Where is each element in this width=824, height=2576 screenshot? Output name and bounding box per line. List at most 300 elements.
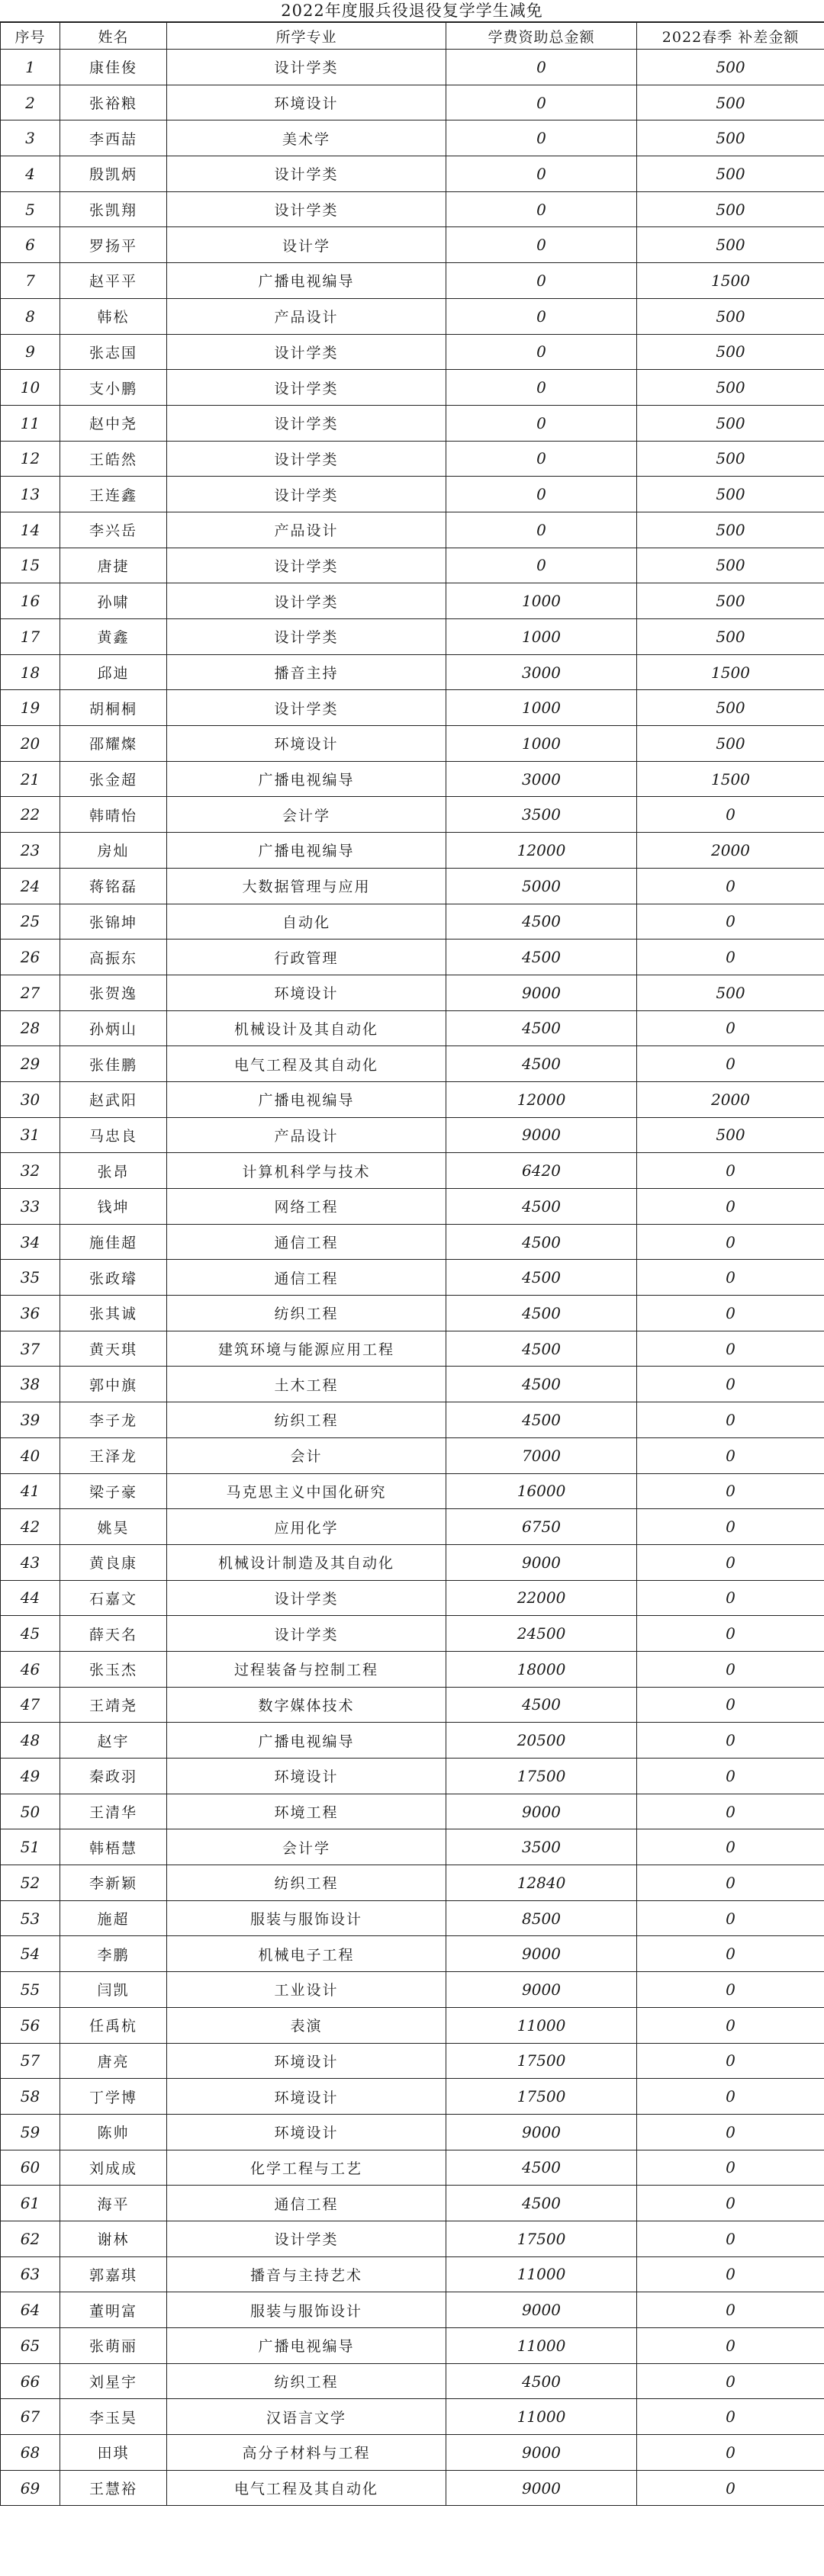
cell-supplement-amount: 500 — [637, 583, 824, 619]
cell-name: 房灿 — [60, 833, 167, 869]
cell-name: 黄天琪 — [60, 1331, 167, 1367]
table-body — [1, 50, 824, 2506]
cell-index: 41 — [1, 1473, 60, 1509]
cell-total-amount: 4500 — [446, 1296, 637, 1331]
table-row — [1, 868, 824, 904]
cell-major: 机械电子工程 — [167, 1936, 446, 1972]
cell-index: 9 — [1, 334, 60, 370]
cell-major: 通信工程 — [167, 1224, 446, 1260]
cell-name: 任禹杭 — [60, 2007, 167, 2043]
cell-index: 22 — [1, 797, 60, 833]
cell-name: 施超 — [60, 1900, 167, 1936]
cell-total-amount: 4500 — [446, 940, 637, 975]
cell-supplement-amount: 500 — [637, 1117, 824, 1153]
cell-supplement-amount: 0 — [637, 1616, 824, 1652]
cell-supplement-amount: 0 — [637, 1473, 824, 1509]
cell-name: 张贺逸 — [60, 975, 167, 1010]
cell-major: 纺织工程 — [167, 1865, 446, 1901]
cell-total-amount: 20500 — [446, 1723, 637, 1759]
cell-index: 17 — [1, 619, 60, 655]
cell-major: 广播电视编导 — [167, 263, 446, 299]
cell-supplement-amount: 0 — [637, 797, 824, 833]
cell-total-amount: 0 — [446, 548, 637, 583]
table-row — [1, 1829, 824, 1865]
cell-index: 6 — [1, 227, 60, 263]
cell-supplement-amount: 0 — [637, 2470, 824, 2506]
cell-supplement-amount: 0 — [637, 1224, 824, 1260]
cell-name: 胡桐桐 — [60, 690, 167, 726]
cell-index: 49 — [1, 1759, 60, 1794]
cell-index: 51 — [1, 1829, 60, 1865]
cell-index: 3 — [1, 120, 60, 156]
cell-supplement-amount: 500 — [637, 441, 824, 477]
cell-name: 邱迪 — [60, 654, 167, 690]
cell-name: 康佳俊 — [60, 50, 167, 85]
table-row — [1, 1865, 824, 1901]
cell-total-amount: 4500 — [446, 1260, 637, 1296]
cell-major: 服装与服饰设计 — [167, 1900, 446, 1936]
cell-supplement-amount: 0 — [637, 1936, 824, 1972]
cell-name: 罗扬平 — [60, 227, 167, 263]
cell-major: 设计学类 — [167, 619, 446, 655]
cell-major: 化学工程与工艺 — [167, 2150, 446, 2186]
cell-supplement-amount: 500 — [637, 619, 824, 655]
cell-total-amount: 9000 — [446, 1544, 637, 1580]
cell-total-amount: 6750 — [446, 1509, 637, 1545]
table-row — [1, 1616, 824, 1652]
cell-supplement-amount: 0 — [637, 1331, 824, 1367]
cell-supplement-amount: 0 — [637, 1723, 824, 1759]
cell-name: 张佳鹏 — [60, 1046, 167, 1082]
cell-total-amount: 4500 — [446, 1687, 637, 1723]
cell-supplement-amount: 0 — [637, 2292, 824, 2328]
cell-supplement-amount: 500 — [637, 975, 824, 1010]
table-row — [1, 2186, 824, 2221]
cell-major: 环境设计 — [167, 1759, 446, 1794]
cell-index: 31 — [1, 1117, 60, 1153]
cell-name: 王泽龙 — [60, 1437, 167, 1473]
cell-major: 数字媒体技术 — [167, 1687, 446, 1723]
cell-total-amount: 0 — [446, 50, 637, 85]
header-index: 序号 — [1, 23, 60, 50]
cell-major: 电气工程及其自动化 — [167, 1046, 446, 1082]
cell-supplement-amount: 0 — [637, 2150, 824, 2186]
table-row — [1, 1651, 824, 1687]
cell-name: 刘成成 — [60, 2150, 167, 2186]
table-row — [1, 156, 824, 192]
table-row — [1, 2328, 824, 2364]
cell-name: 支小鹏 — [60, 370, 167, 406]
cell-index: 25 — [1, 904, 60, 940]
cell-major: 设计学 — [167, 227, 446, 263]
cell-supplement-amount: 0 — [637, 2114, 824, 2150]
cell-index: 4 — [1, 156, 60, 192]
cell-major: 设计学类 — [167, 191, 446, 227]
cell-major: 环境设计 — [167, 2079, 446, 2115]
cell-supplement-amount: 500 — [637, 227, 824, 263]
cell-total-amount: 11000 — [446, 2256, 637, 2292]
cell-name: 董明富 — [60, 2292, 167, 2328]
table-row — [1, 1331, 824, 1367]
cell-total-amount: 0 — [446, 227, 637, 263]
cell-name: 黄良康 — [60, 1544, 167, 1580]
cell-name: 李玉昊 — [60, 2399, 167, 2435]
table-row — [1, 227, 824, 263]
cell-name: 张昂 — [60, 1153, 167, 1189]
header-supplement-amount: 2022春季 补差金额 — [637, 23, 824, 50]
cell-total-amount: 11000 — [446, 2007, 637, 2043]
cell-total-amount: 0 — [446, 298, 637, 334]
cell-supplement-amount: 0 — [637, 2043, 824, 2079]
table-row — [1, 2292, 824, 2328]
cell-major: 环境设计 — [167, 2114, 446, 2150]
cell-major: 广播电视编导 — [167, 833, 446, 869]
cell-major: 产品设计 — [167, 512, 446, 548]
cell-index: 39 — [1, 1402, 60, 1438]
cell-major: 设计学类 — [167, 405, 446, 441]
cell-supplement-amount: 0 — [637, 868, 824, 904]
cell-major: 设计学类 — [167, 477, 446, 512]
cell-major: 高分子材料与工程 — [167, 2435, 446, 2471]
cell-name: 李西喆 — [60, 120, 167, 156]
table-row — [1, 904, 824, 940]
cell-supplement-amount: 1500 — [637, 263, 824, 299]
cell-major: 表演 — [167, 2007, 446, 2043]
cell-index: 48 — [1, 1723, 60, 1759]
cell-index: 55 — [1, 1972, 60, 2008]
cell-supplement-amount: 500 — [637, 405, 824, 441]
cell-major: 设计学类 — [167, 2221, 446, 2256]
table-row — [1, 1260, 824, 1296]
cell-name: 张玉杰 — [60, 1651, 167, 1687]
cell-name: 高振东 — [60, 940, 167, 975]
table-row — [1, 1437, 824, 1473]
cell-total-amount: 4500 — [446, 1224, 637, 1260]
cell-index: 11 — [1, 405, 60, 441]
table-row — [1, 1544, 824, 1580]
cell-total-amount: 1000 — [446, 619, 637, 655]
cell-name: 王清华 — [60, 1794, 167, 1829]
cell-name: 唐亮 — [60, 2043, 167, 2079]
table-row — [1, 1296, 824, 1331]
cell-major: 设计学类 — [167, 1580, 446, 1616]
cell-major: 网络工程 — [167, 1189, 446, 1225]
table-row — [1, 654, 824, 690]
cell-major: 广播电视编导 — [167, 1723, 446, 1759]
cell-major: 建筑环境与能源应用工程 — [167, 1331, 446, 1367]
table-row — [1, 334, 824, 370]
cell-major: 环境设计 — [167, 2043, 446, 2079]
table-row — [1, 1509, 824, 1545]
table-row — [1, 405, 824, 441]
table-row — [1, 370, 824, 406]
cell-index: 8 — [1, 298, 60, 334]
cell-major: 服装与服饰设计 — [167, 2292, 446, 2328]
cell-index: 50 — [1, 1794, 60, 1829]
cell-index: 10 — [1, 370, 60, 406]
cell-index: 53 — [1, 1900, 60, 1936]
cell-major: 环境设计 — [167, 975, 446, 1010]
cell-total-amount: 4500 — [446, 2363, 637, 2399]
cell-supplement-amount: 500 — [637, 120, 824, 156]
cell-name: 王皓然 — [60, 441, 167, 477]
cell-total-amount: 9000 — [446, 2292, 637, 2328]
cell-name: 梁子豪 — [60, 1473, 167, 1509]
table-row — [1, 690, 824, 726]
cell-name: 陈帅 — [60, 2114, 167, 2150]
cell-supplement-amount: 500 — [637, 50, 824, 85]
table-row — [1, 1367, 824, 1402]
cell-index: 14 — [1, 512, 60, 548]
cell-supplement-amount: 0 — [637, 1794, 824, 1829]
cell-major: 会计学 — [167, 1829, 446, 1865]
table-row — [1, 761, 824, 797]
cell-supplement-amount: 2000 — [637, 1081, 824, 1117]
table-row — [1, 85, 824, 120]
cell-index: 26 — [1, 940, 60, 975]
cell-index: 66 — [1, 2363, 60, 2399]
cell-supplement-amount: 0 — [637, 1010, 824, 1046]
cell-total-amount: 17500 — [446, 2043, 637, 2079]
cell-index: 61 — [1, 2186, 60, 2221]
cell-major: 环境设计 — [167, 85, 446, 120]
cell-supplement-amount: 500 — [637, 298, 824, 334]
cell-supplement-amount: 0 — [637, 1687, 824, 1723]
cell-name: 马忠良 — [60, 1117, 167, 1153]
cell-name: 张志国 — [60, 334, 167, 370]
cell-supplement-amount: 0 — [637, 904, 824, 940]
cell-major: 设计学类 — [167, 156, 446, 192]
cell-total-amount: 0 — [446, 263, 637, 299]
cell-index: 5 — [1, 191, 60, 227]
cell-total-amount: 24500 — [446, 1616, 637, 1652]
cell-total-amount: 1000 — [446, 583, 637, 619]
cell-name: 王慧裕 — [60, 2470, 167, 2506]
table-row — [1, 797, 824, 833]
cell-supplement-amount: 500 — [637, 156, 824, 192]
header-major: 所学专业 — [167, 23, 446, 50]
table-row — [1, 50, 824, 85]
cell-supplement-amount: 500 — [637, 334, 824, 370]
cell-major: 设计学类 — [167, 690, 446, 726]
table-row — [1, 1900, 824, 1936]
cell-total-amount: 11000 — [446, 2328, 637, 2364]
cell-total-amount: 9000 — [446, 1972, 637, 2008]
cell-major: 美术学 — [167, 120, 446, 156]
cell-index: 47 — [1, 1687, 60, 1723]
cell-index: 15 — [1, 548, 60, 583]
cell-name: 王靖尧 — [60, 1687, 167, 1723]
cell-supplement-amount: 500 — [637, 370, 824, 406]
table-row — [1, 619, 824, 655]
cell-total-amount: 4500 — [446, 1331, 637, 1367]
cell-index: 68 — [1, 2435, 60, 2471]
table-row — [1, 1794, 824, 1829]
cell-index: 54 — [1, 1936, 60, 1972]
cell-major: 机械设计及其自动化 — [167, 1010, 446, 1046]
cell-total-amount: 0 — [446, 334, 637, 370]
cell-total-amount: 4500 — [446, 1010, 637, 1046]
cell-major: 行政管理 — [167, 940, 446, 975]
cell-total-amount: 5000 — [446, 868, 637, 904]
table-row — [1, 726, 824, 762]
cell-index: 1 — [1, 50, 60, 85]
cell-index: 37 — [1, 1331, 60, 1367]
table-row — [1, 1189, 824, 1225]
cell-index: 59 — [1, 2114, 60, 2150]
cell-total-amount: 12000 — [446, 833, 637, 869]
cell-index: 52 — [1, 1865, 60, 1901]
cell-supplement-amount: 0 — [637, 1651, 824, 1687]
cell-supplement-amount: 0 — [637, 1046, 824, 1082]
cell-name: 张金超 — [60, 761, 167, 797]
cell-supplement-amount: 0 — [637, 2399, 824, 2435]
cell-name: 谢林 — [60, 2221, 167, 2256]
cell-index: 29 — [1, 1046, 60, 1082]
cell-name: 丁学博 — [60, 2079, 167, 2115]
cell-supplement-amount: 0 — [637, 1759, 824, 1794]
table-row — [1, 583, 824, 619]
cell-supplement-amount: 0 — [637, 2079, 824, 2115]
cell-name: 田琪 — [60, 2435, 167, 2471]
table-row — [1, 298, 824, 334]
cell-major: 环境设计 — [167, 726, 446, 762]
table-row — [1, 1010, 824, 1046]
cell-name: 石嘉文 — [60, 1580, 167, 1616]
cell-supplement-amount: 0 — [637, 1865, 824, 1901]
header-total-amount: 学费资助总金额 — [446, 23, 637, 50]
cell-supplement-amount: 0 — [637, 1296, 824, 1331]
cell-total-amount: 4500 — [446, 1046, 637, 1082]
cell-index: 28 — [1, 1010, 60, 1046]
table-row — [1, 2043, 824, 2079]
cell-total-amount: 3500 — [446, 797, 637, 833]
cell-total-amount: 1000 — [446, 690, 637, 726]
table-row — [1, 512, 824, 548]
cell-index: 13 — [1, 477, 60, 512]
cell-major: 纺织工程 — [167, 1402, 446, 1438]
sheet-title: 2022年度服兵役退役复学学生减免 — [0, 0, 824, 22]
cell-supplement-amount: 0 — [637, 1972, 824, 2008]
cell-name: 韩梧慧 — [60, 1829, 167, 1865]
cell-supplement-amount: 1500 — [637, 761, 824, 797]
cell-major: 工业设计 — [167, 1972, 446, 2008]
cell-supplement-amount: 0 — [637, 2363, 824, 2399]
cell-name: 邵耀燦 — [60, 726, 167, 762]
cell-total-amount: 4500 — [446, 1189, 637, 1225]
cell-major: 环境工程 — [167, 1794, 446, 1829]
cell-name: 郭嘉琪 — [60, 2256, 167, 2292]
cell-total-amount: 0 — [446, 120, 637, 156]
cell-major: 会计学 — [167, 797, 446, 833]
cell-supplement-amount: 1500 — [637, 654, 824, 690]
cell-supplement-amount: 500 — [637, 726, 824, 762]
cell-name: 殷凯炳 — [60, 156, 167, 192]
cell-total-amount: 4500 — [446, 1402, 637, 1438]
table-row — [1, 1081, 824, 1117]
cell-major: 播音与主持艺术 — [167, 2256, 446, 2292]
cell-index: 27 — [1, 975, 60, 1010]
cell-total-amount: 4500 — [446, 1367, 637, 1402]
cell-total-amount: 3000 — [446, 654, 637, 690]
cell-major: 广播电视编导 — [167, 761, 446, 797]
cell-major: 产品设计 — [167, 1117, 446, 1153]
cell-index: 43 — [1, 1544, 60, 1580]
cell-supplement-amount: 500 — [637, 477, 824, 512]
cell-supplement-amount: 0 — [637, 1829, 824, 1865]
table-row — [1, 833, 824, 869]
cell-index: 12 — [1, 441, 60, 477]
cell-name: 张锦坤 — [60, 904, 167, 940]
cell-index: 60 — [1, 2150, 60, 2186]
cell-name: 蒋铭磊 — [60, 868, 167, 904]
cell-total-amount: 17500 — [446, 1759, 637, 1794]
cell-index: 42 — [1, 1509, 60, 1545]
cell-index: 7 — [1, 263, 60, 299]
cell-supplement-amount: 500 — [637, 512, 824, 548]
cell-major: 汉语言文学 — [167, 2399, 446, 2435]
cell-supplement-amount: 0 — [637, 1189, 824, 1225]
table-row — [1, 1402, 824, 1438]
cell-total-amount: 3500 — [446, 1829, 637, 1865]
header-name: 姓名 — [60, 23, 167, 50]
cell-major: 设计学类 — [167, 548, 446, 583]
cell-index: 34 — [1, 1224, 60, 1260]
cell-name: 李鹏 — [60, 1936, 167, 1972]
cell-index: 30 — [1, 1081, 60, 1117]
cell-name: 黄鑫 — [60, 619, 167, 655]
cell-supplement-amount: 500 — [637, 191, 824, 227]
cell-name: 孙啸 — [60, 583, 167, 619]
cell-total-amount: 0 — [446, 477, 637, 512]
cell-major: 播音主持 — [167, 654, 446, 690]
table-row — [1, 191, 824, 227]
cell-supplement-amount: 500 — [637, 548, 824, 583]
cell-index: 38 — [1, 1367, 60, 1402]
cell-total-amount: 4500 — [446, 2186, 637, 2221]
cell-name: 姚昊 — [60, 1509, 167, 1545]
cell-name: 张其诚 — [60, 1296, 167, 1331]
cell-name: 钱坤 — [60, 1189, 167, 1225]
cell-name: 李新颖 — [60, 1865, 167, 1901]
cell-major: 纺织工程 — [167, 2363, 446, 2399]
table-row — [1, 2007, 824, 2043]
cell-major: 通信工程 — [167, 1260, 446, 1296]
header-row — [1, 23, 824, 50]
cell-index: 19 — [1, 690, 60, 726]
cell-major: 广播电视编导 — [167, 2328, 446, 2364]
cell-major: 电气工程及其自动化 — [167, 2470, 446, 2506]
cell-name: 张政璿 — [60, 1260, 167, 1296]
table-row — [1, 1759, 824, 1794]
table-row — [1, 263, 824, 299]
cell-total-amount: 9000 — [446, 1936, 637, 1972]
table-row — [1, 1723, 824, 1759]
cell-total-amount: 18000 — [446, 1651, 637, 1687]
cell-total-amount: 0 — [446, 370, 637, 406]
cell-major: 计算机科学与技术 — [167, 1153, 446, 1189]
cell-name: 韩晴怡 — [60, 797, 167, 833]
cell-major: 土木工程 — [167, 1367, 446, 1402]
cell-major: 会计 — [167, 1437, 446, 1473]
cell-supplement-amount: 0 — [637, 1367, 824, 1402]
cell-index: 57 — [1, 2043, 60, 2079]
cell-index: 24 — [1, 868, 60, 904]
cell-supplement-amount: 0 — [637, 1509, 824, 1545]
cell-major: 过程装备与控制工程 — [167, 1651, 446, 1687]
cell-index: 65 — [1, 2328, 60, 2364]
cell-total-amount: 8500 — [446, 1900, 637, 1936]
